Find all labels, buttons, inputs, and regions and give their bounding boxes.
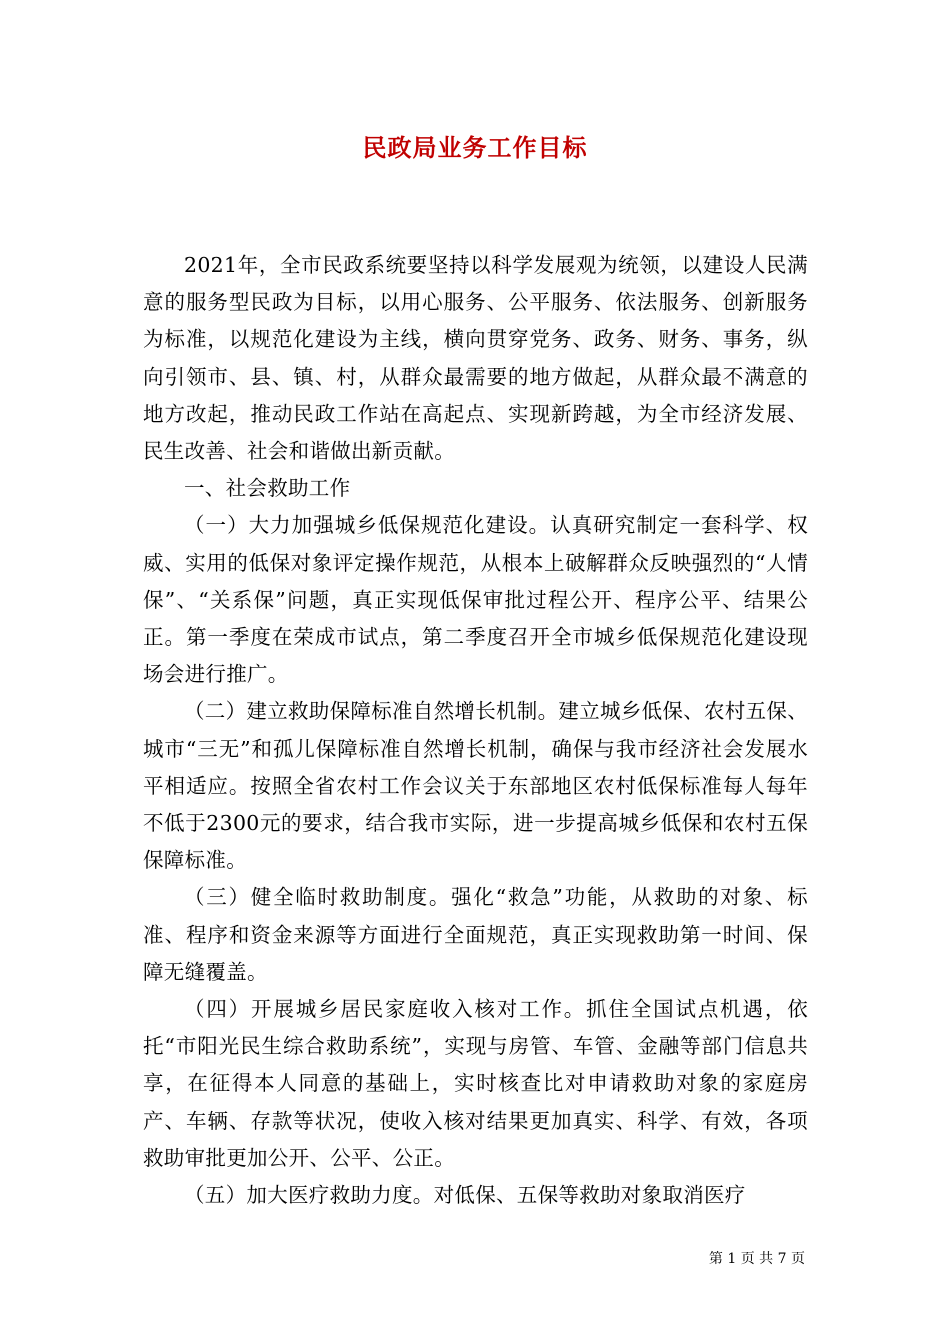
document-body [143, 247, 808, 1214]
page-title: 民政局业务工作目标 [362, 133, 588, 162]
section-heading-social-assistance: 一、社会救助工作 [184, 476, 351, 501]
paragraph-item-1: （一）大力加强城乡低保规范化建设。认真研究制定一套科学、权威、实用的低保对象评定操作规范，从根本上破解群众反映强烈的“人情保”、“关系保”问题，真正实现低保审批过程公开、程序公平、结果公正。第一季度在荣成市试点，第二季度召开全市城乡低保规范化建设现场会进行推广。 [143, 513, 808, 687]
paragraph-item-2: （二）建立救助保障标准自然增长机制。建立城乡低保、农村五保、城市“三无”和孤儿保障标准自然增长机制，确保与我市经济社会发展水平相适应。按照全省农村工作会议关于东部地区农村低保标准每人每年不低于2300元的要求，结合我市实际，进一步提高城乡低保和农村五保保障标准。 [143, 699, 808, 873]
paragraph-item-4: （四）开展城乡居民家庭收入核对工作。抓住全国试点机遇，依托“市阳光民生综合救助系统”，实现与房管、车管、金融等部门信息共享，在征得本人同意的基础上，实时核查比对申请救助对象的家庭房产、车辆、存款等状况，使收入核对结果更加真实、科学、有效，各项救助审批更加公开、公平、公正。 [143, 997, 808, 1170]
page-label-suffix: 页 [791, 1251, 805, 1267]
page-number-footer [709, 1250, 805, 1268]
paragraph-intro: 2021年，全市民政系统要坚持以科学发展观为统领，以建设人民满意的服务型民政为目标，以用心服务、公平服务、依法服务、创新服务为标准，以规范化建设为主线，横向贯穿党务、政务、财务、事务，纵向引领市、县、镇、村，从群众最需要的地方做起，从群众最不满意的地方改起，推动民政工作站在高起点、实现新跨越，为全市经济发展、民生改善、社会和谐做出新贡献。 [143, 253, 808, 464]
page-label-prefix: 第 [708, 1251, 723, 1267]
total-pages-number: 7 [777, 1251, 787, 1267]
paragraph-item-3: （三）健全临时救助制度。强化“救急”功能，从救助的对象、标准、程序和资金来源等方面进行全面规范，真正实现救助第一时间、保障无缝覆盖。 [143, 885, 808, 984]
page-label-middle: 页 共 [740, 1251, 774, 1267]
current-page-number: 1 [727, 1251, 737, 1267]
paragraph-item-5: （五）加大医疗救助力度。对低保、五保等救助对象取消医疗 [184, 1183, 746, 1208]
